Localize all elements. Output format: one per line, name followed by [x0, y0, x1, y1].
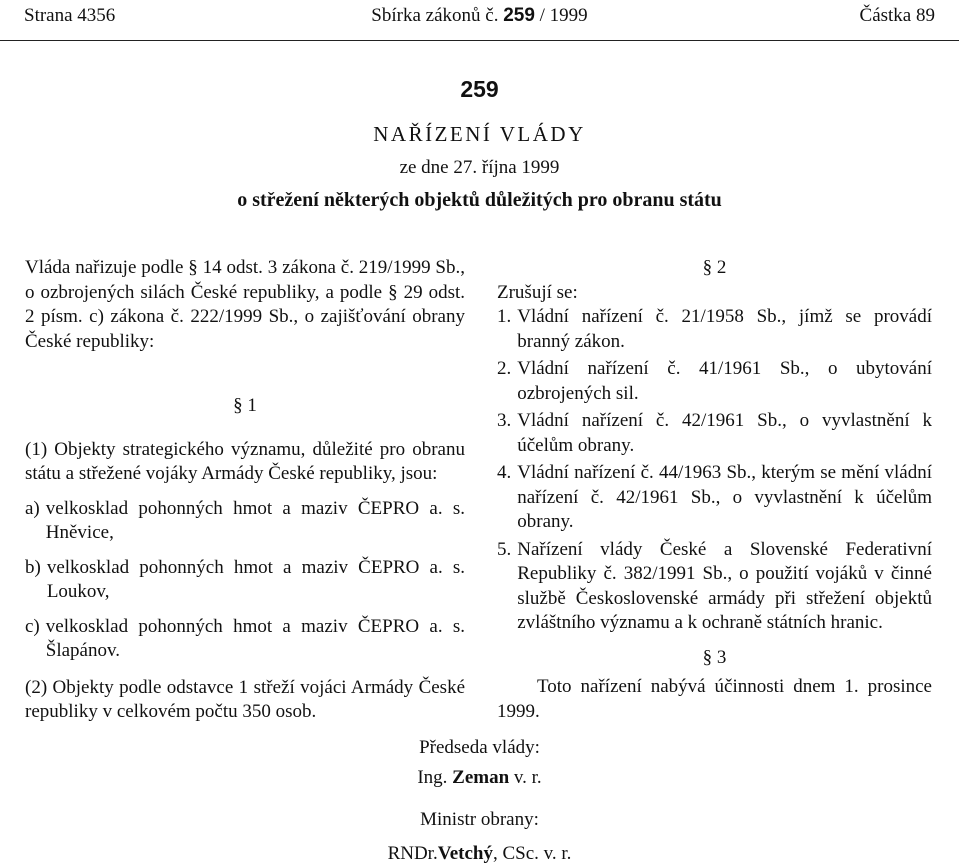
chair-name: Zeman — [452, 767, 510, 788]
list-item — [497, 305, 932, 354]
list-item-label: a) — [25, 497, 40, 519]
list-item — [25, 556, 465, 605]
list-item-text: Vládní nařízení č. 44/1963 Sb., kterým se mění vládní nařízení č. 42/1961 Sb., o vyvlastnění k účelům obrany. — [517, 462, 932, 532]
repealed-list — [497, 305, 932, 636]
collection-reference — [0, 4, 959, 28]
minister-comma: , — [492, 843, 503, 864]
preamble: Vláda nařizuje podle § 14 odst. 3 zákona č. 219/1999 Sb., o ozbrojených silách České republiky, a podle § 29 odst. 2 písm. c) zákona č. 222/1999 Sb., o zajišťování obrany České republiky: — [25, 257, 465, 352]
list-item — [497, 538, 932, 636]
list-item-label: 2. — [497, 358, 512, 379]
chair-suffix: v. r. — [513, 767, 542, 788]
minister-signature — [0, 842, 959, 866]
chair-prefix: Ing. — [417, 767, 448, 788]
list-item-label: 5. — [497, 538, 512, 560]
list-item-label: 3. — [497, 410, 512, 431]
list-item-text: Nařízení vlády České a Slovenské Federativní Republiky č. 382/1991 Sb., o použití vojáků v činné službě Československé armády při střežení objektů zvláštního významu a k ochraně státních hranic. — [517, 538, 932, 633]
section-3-heading: § 3 — [702, 646, 727, 668]
list-item-text: Vládní nařízení č. 42/1961 Sb., o vyvlastnění k účelům obrany. — [517, 410, 932, 456]
collection-year: / 1999 — [539, 5, 588, 26]
list-item — [497, 357, 932, 406]
list-item-label: 4. — [497, 462, 512, 483]
section-1-paragraph-1: (1) Objekty strategického významu, důležité pro obranu státu a střežené vojáky Armády České republiky, jsou: — [25, 438, 465, 484]
list-item — [497, 461, 932, 535]
section-3-text: Toto nařízení nabývá účinnosti dnem 1. prosince 1999. — [497, 676, 932, 722]
list-item-text: velkosklad pohonných hmot a maziv ČEPRO a. s. Hněvice, — [45, 497, 465, 543]
list-item-text: velkosklad pohonných hmot a maziv ČEPRO a. s. Šlapánov. — [45, 615, 465, 661]
minister-suffix: CSc. v. r. — [502, 843, 572, 864]
chair-title: Předseda vlády: — [419, 737, 540, 758]
section-2-heading: § 2 — [702, 257, 727, 278]
list-item — [25, 615, 465, 664]
list-item-label: 1. — [497, 306, 512, 327]
section-1-heading: § 1 — [233, 395, 257, 416]
left-column — [25, 256, 465, 725]
minister-title: Ministr obrany: — [420, 809, 539, 830]
chair-signature — [0, 766, 959, 790]
right-column — [497, 256, 932, 724]
list-item — [497, 409, 932, 458]
list-item-text: velkosklad pohonných hmot a maziv ČEPRO a. s. Loukov, — [46, 556, 465, 602]
collection-number: 259 — [503, 5, 535, 26]
section-2-intro: Zrušují se: — [497, 281, 578, 303]
regulation-title: NAŘÍZENÍ VLÁDY — [373, 122, 586, 146]
header-divider — [0, 40, 959, 41]
collection-prefix: Sbírka zákonů č. — [371, 5, 499, 26]
minister-prefix: RNDr. — [387, 843, 438, 864]
page-number: Strana 4356 — [24, 5, 116, 26]
list-item — [25, 497, 465, 546]
issue-number: Částka 89 — [859, 5, 935, 26]
minister-name: Vetchý — [437, 843, 493, 864]
list-item-text: Vládní nařízení č. 21/1958 Sb., jímž se provádí branný zákon. — [517, 306, 932, 352]
section-1-paragraph-2: (2) Objekty podle odstavce 1 střeží vojáci Armády České republiky v celkovém počtu 350 osob. — [25, 676, 465, 722]
list-item-text: Vládní nařízení č. 41/1961 Sb., o ubytování ozbrojených sil. — [517, 358, 932, 404]
list-item-label: c) — [25, 615, 40, 637]
regulation-date: ze dne 27. října 1999 — [399, 157, 560, 178]
objects-list — [25, 497, 465, 664]
list-item-label: b) — [25, 556, 41, 578]
regulation-subject: o střežení některých objektů důležitých pro obranu státu — [237, 189, 722, 211]
regulation-number: 259 — [460, 76, 499, 102]
